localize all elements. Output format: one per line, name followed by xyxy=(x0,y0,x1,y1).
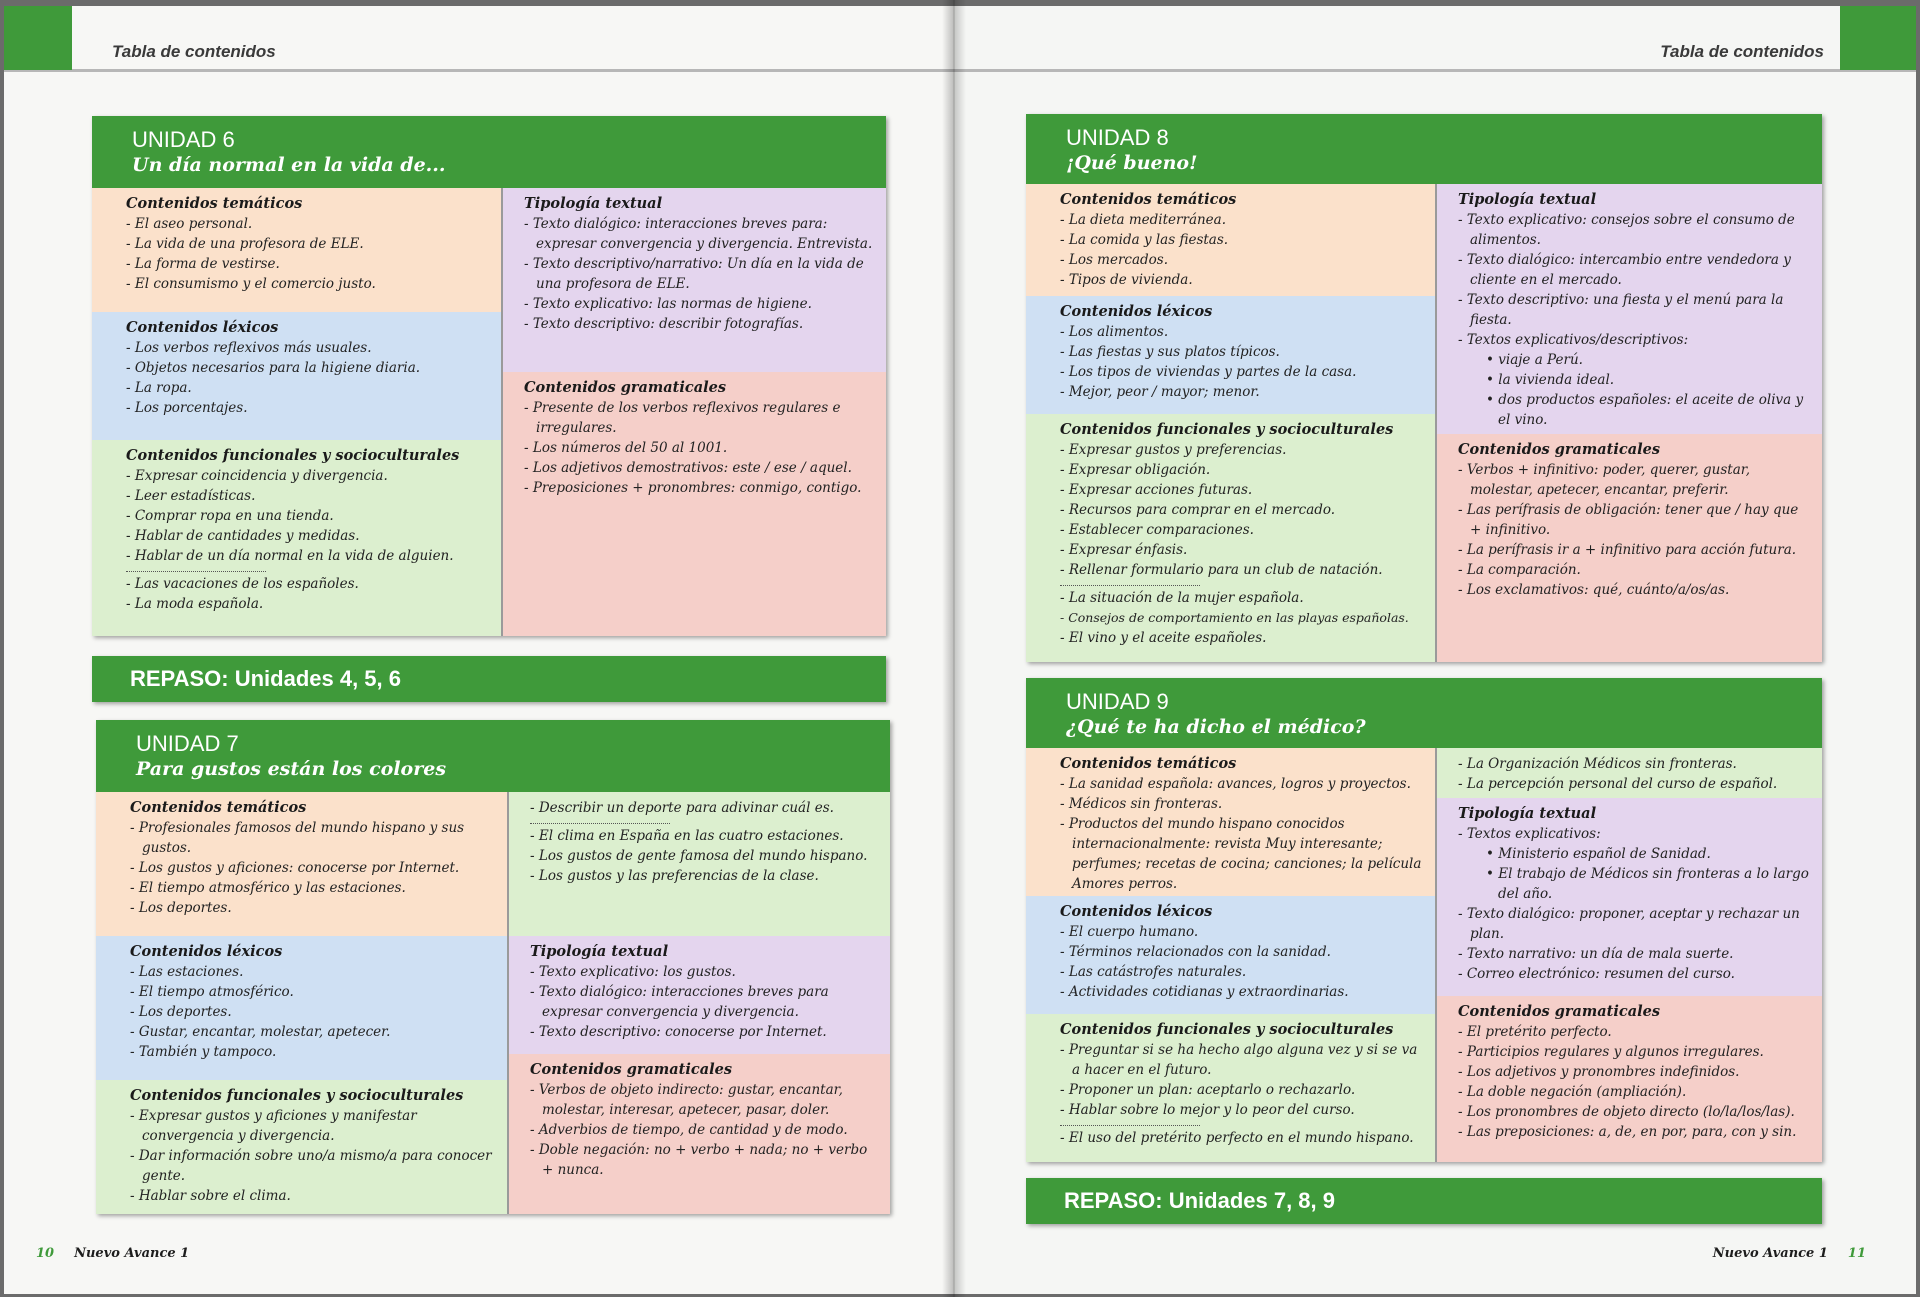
right-book-title: Nuevo Avance 1 xyxy=(1712,1246,1828,1261)
book-spine xyxy=(942,0,966,1297)
unit-8-tematicos xyxy=(1026,184,1436,296)
unit-6-tematicos xyxy=(92,188,502,312)
list-item: - Texto dialógico: proponer, aceptar y rechazar un plan. xyxy=(1458,906,1800,942)
unit-8-funcionales xyxy=(1026,414,1436,662)
list-item: - Los deportes. xyxy=(130,1004,232,1020)
list-item: - Hablar sobre lo mejor y lo peor del curso. xyxy=(1060,1102,1355,1118)
column-divider xyxy=(1435,748,1437,1162)
list-item: - Los mercados. xyxy=(1060,252,1169,268)
list-item: - Los verbos reflexivos más usuales. xyxy=(126,340,372,356)
list-item: - Los porcentajes. xyxy=(126,400,248,416)
list-item: - Texto explicativo: las normas de higiene. xyxy=(524,296,812,312)
list-item: - Los pronombres de objeto directo (lo/la/los/las). xyxy=(1458,1104,1795,1120)
unit-9-lexicos-heading: Contenidos léxicos xyxy=(1060,903,1213,920)
list-item: - Los alimentos. xyxy=(1060,324,1169,340)
list-item: - Correo electrónico: resumen del curso. xyxy=(1458,966,1735,982)
list-item: - Texto explicativo: consejos sobre el consumo de alimentos. xyxy=(1458,212,1795,248)
list-item: - Gustar, encantar, molestar, apetecer. xyxy=(130,1024,391,1040)
list-item: - La perífrasis ir a + infinitivo para acción futura. xyxy=(1458,542,1797,558)
unit-6-card xyxy=(92,116,886,636)
list-item: - Expresar gustos y aficiones y manifestar convergencia y divergencia. xyxy=(130,1108,417,1144)
left-header-tab xyxy=(4,6,72,70)
list-item: - Expresar énfasis. xyxy=(1060,542,1188,558)
left-footer xyxy=(16,1246,189,1261)
list-item: - Los gustos de gente famosa del mundo hispano. xyxy=(530,848,868,864)
list-item: - Texto dialógico: interacciones breves para: expresar convergencia y divergencia. Entrevista. xyxy=(524,216,873,252)
list-item: - Productos del mundo hispano conocidos internacionalmente: revista Muy interesante; perfumes; recetas de cocina; canciones; la película Amores perros. xyxy=(1060,816,1422,892)
list-item: - Texto descriptivo: describir fotografías. xyxy=(524,316,804,332)
right-page-number: 11 xyxy=(1847,1246,1866,1261)
unit-9-funcionales xyxy=(1026,1014,1436,1162)
unit-8-header xyxy=(1026,114,1822,184)
list-item: - Describir un deporte para adivinar cuál es. xyxy=(530,800,834,816)
list-item: • El trabajo de Médicos sin fronteras a lo largo del año. xyxy=(1486,866,1809,902)
unit-7-funcionales-heading: Contenidos funcionales y socioculturales xyxy=(130,1087,464,1104)
left-page-number: 10 xyxy=(36,1246,55,1261)
unit-8-lexicos-heading: Contenidos léxicos xyxy=(1060,303,1213,320)
list-item: - Texto explicativo: los gustos. xyxy=(530,964,736,980)
list-item: - Verbos + infinitivo: poder, querer, gustar, molestar, apetecer, encantar, preferir. xyxy=(1458,462,1751,498)
list-item: - También y tampoco. xyxy=(130,1044,277,1060)
unit-6-gramaticales xyxy=(502,372,886,636)
list-item: - Verbos de objeto indirecto: gustar, encantar, molestar, interesar, apetecer, pasar, doler. xyxy=(530,1082,843,1118)
right-header xyxy=(954,6,1916,72)
unit-6-tipologia xyxy=(502,188,886,372)
list-item: - Texto dialógico: interacciones breves para expresar convergencia y divergencia. xyxy=(530,984,829,1020)
list-item: - Las preposiciones: a, de, en por, para, con y sin. xyxy=(1458,1124,1797,1140)
unit-7-lexicos-heading: Contenidos léxicos xyxy=(130,943,283,960)
list-item: - Presente de los verbos reflexivos regulares e irregulares. xyxy=(524,400,841,436)
list-item: - Rellenar formulario para un club de natación. xyxy=(1060,562,1383,578)
list-item: - La vida de una profesora de ELE. xyxy=(126,236,364,252)
unit-7-funcionales-cont xyxy=(508,792,890,936)
list-item: - La percepción personal del curso de español. xyxy=(1458,776,1778,792)
list-item: - Textos explicativos: xyxy=(1458,826,1601,842)
list-item: - Preposiciones + pronombres: conmigo, contigo. xyxy=(524,480,862,496)
list-item: - El consumismo y el comercio justo. xyxy=(126,276,376,292)
unit-8-funcionales-heading: Contenidos funcionales y socioculturales xyxy=(1060,421,1394,438)
left-book-title: Nuevo Avance 1 xyxy=(74,1246,190,1261)
unit-7-lexicos xyxy=(96,936,508,1080)
list-item: - Las catástrofes naturales. xyxy=(1060,964,1247,980)
list-item: - Los exclamativos: qué, cuánto/a/os/as. xyxy=(1458,582,1730,598)
list-item: - La forma de vestirse. xyxy=(126,256,280,272)
list-item: - Tipos de vivienda. xyxy=(1060,272,1193,288)
column-divider xyxy=(501,188,503,636)
list-item: - El clima en España en las cuatro estaciones. xyxy=(530,828,844,844)
list-item: - Expresar acciones futuras. xyxy=(1060,482,1253,498)
unit-9-header xyxy=(1026,678,1822,748)
list-item: - Dar información sobre uno/a mismo/a para conocer gente. xyxy=(130,1148,492,1184)
list-item: - Expresar gustos y preferencias. xyxy=(1060,442,1287,458)
unit-8-lexicos xyxy=(1026,296,1436,414)
list-item: - Texto descriptivo: una fiesta y el menú para la fiesta. xyxy=(1458,292,1784,328)
unit-9-gramaticales-heading: Contenidos gramaticales xyxy=(1458,1003,1660,1020)
list-item: - Proponer un plan: aceptarlo o rechazarlo. xyxy=(1060,1082,1356,1098)
list-item: - Mejor, peor / mayor; menor. xyxy=(1060,384,1260,400)
unit-6-lexicos xyxy=(92,312,502,440)
dotted-separator xyxy=(126,566,266,572)
right-page xyxy=(954,6,1916,1294)
unit-6-title: Un día normal en la vida de... xyxy=(132,154,446,176)
unit-9-funcionales-cont xyxy=(1436,748,1822,798)
unit-6-tipologia-heading: Tipología textual xyxy=(524,195,663,212)
list-item: - La situación de la mujer española. xyxy=(1060,590,1304,606)
list-item: • Ministerio español de Sanidad. xyxy=(1486,846,1711,862)
list-item: - El pretérito perfecto. xyxy=(1458,1024,1612,1040)
unit-6-gramaticales-heading: Contenidos gramaticales xyxy=(524,379,726,396)
unit-8-card xyxy=(1026,114,1822,662)
unit-7-gramaticales xyxy=(508,1054,890,1214)
list-item: - Los deportes. xyxy=(130,900,232,916)
list-item: - Actividades cotidianas y extraordinarias. xyxy=(1060,984,1349,1000)
list-item: - Los adjetivos demostrativos: este / ese / aquel. xyxy=(524,460,852,476)
list-item: - La Organización Médicos sin fronteras. xyxy=(1458,756,1737,772)
list-item: - Hablar de cantidades y medidas. xyxy=(126,528,360,544)
list-item: - Texto descriptivo: conocerse por Internet. xyxy=(530,1024,827,1040)
unit-9-gramaticales xyxy=(1436,996,1822,1162)
unit-6-funcionales xyxy=(92,440,502,636)
repaso-4-5-6-banner: REPASO: Unidades 4, 5, 6 xyxy=(92,656,886,702)
list-item: - Los adjetivos y pronombres indefinidos. xyxy=(1458,1064,1740,1080)
list-item: - Adverbios de tiempo, de cantidad y de modo. xyxy=(530,1122,848,1138)
list-item: - Doble negación: no + verbo + nada; no + verbo + nunca. xyxy=(530,1142,868,1178)
list-item: - Los gustos y aficiones: conocerse por Internet. xyxy=(130,860,460,876)
list-item: - El uso del pretérito perfecto en el mundo hispano. xyxy=(1060,1130,1414,1146)
list-item: - Participios regulares y algunos irregulares. xyxy=(1458,1044,1764,1060)
list-item: - La moda española. xyxy=(126,596,264,612)
list-item: - Términos relacionados con la sanidad. xyxy=(1060,944,1331,960)
list-item: • viaje a Perú. xyxy=(1486,352,1583,368)
list-item: - Texto dialógico: intercambio entre vendedora y cliente en el mercado. xyxy=(1458,252,1791,288)
repaso-7-8-9-banner: REPASO: Unidades 7, 8, 9 xyxy=(1026,1178,1822,1224)
unit-7-gramaticales-heading: Contenidos gramaticales xyxy=(530,1061,732,1078)
list-item: - Hablar de un día normal en la vida de alguien. xyxy=(126,548,454,564)
list-item: - Recursos para comprar en el mercado. xyxy=(1060,502,1336,518)
list-item: - Establecer comparaciones. xyxy=(1060,522,1254,538)
unit-8-title: ¡Qué bueno! xyxy=(1066,152,1198,174)
dotted-separator xyxy=(1060,580,1200,586)
unit-9-card xyxy=(1026,678,1822,1162)
unit-6-number: UNIDAD 6 xyxy=(132,127,235,152)
list-item: - Las vacaciones de los españoles. xyxy=(126,576,359,592)
unit-8-tipologia xyxy=(1436,184,1822,434)
unit-9-number: UNIDAD 9 xyxy=(1066,689,1169,714)
list-item: - Las estaciones. xyxy=(130,964,244,980)
list-item: - El tiempo atmosférico. xyxy=(130,984,294,1000)
unit-7-number: UNIDAD 7 xyxy=(136,731,239,756)
list-item: - Comprar ropa en una tienda. xyxy=(126,508,334,524)
list-item: - El vino y el aceite españoles. xyxy=(1060,630,1267,646)
unit-9-title: ¿Qué te ha dicho el médico? xyxy=(1066,716,1366,738)
unit-9-tematicos-heading: Contenidos temáticos xyxy=(1060,755,1237,772)
unit-8-gramaticales xyxy=(1436,434,1822,662)
dotted-separator xyxy=(1060,1120,1200,1126)
list-item: - La ropa. xyxy=(126,380,192,396)
list-item: - Expresar obligación. xyxy=(1060,462,1211,478)
list-item: - Los números del 50 al 1001. xyxy=(524,440,728,456)
unit-9-lexicos xyxy=(1026,896,1436,1014)
list-item: - La dieta mediterránea. xyxy=(1060,212,1227,228)
unit-8-gramaticales-heading: Contenidos gramaticales xyxy=(1458,441,1660,458)
list-item: - La comida y las fiestas. xyxy=(1060,232,1229,248)
list-item: - El aseo personal. xyxy=(126,216,253,232)
list-item: - Los gustos y las preferencias de la clase. xyxy=(530,868,819,884)
column-divider xyxy=(507,792,509,1214)
list-item: - Profesionales famosos del mundo hispano y sus gustos. xyxy=(130,820,465,856)
list-item: - Expresar coincidencia y divergencia. xyxy=(126,468,388,484)
list-item: - Las perífrasis de obligación: tener que / hay que + infinitivo. xyxy=(1458,502,1799,538)
column-divider xyxy=(1435,184,1437,662)
unit-7-tipologia xyxy=(508,936,890,1054)
list-item: - La sanidad española: avances, logros y proyectos. xyxy=(1060,776,1411,792)
list-item: - Leer estadísticas. xyxy=(126,488,256,504)
unit-7-tematicos-heading: Contenidos temáticos xyxy=(130,799,307,816)
list-item: - Las fiestas y sus platos típicos. xyxy=(1060,344,1280,360)
unit-9-tipologia-heading: Tipología textual xyxy=(1458,805,1597,822)
unit-7-header xyxy=(96,720,890,792)
unit-7-funcionales xyxy=(96,1080,508,1214)
unit-7-tematicos xyxy=(96,792,508,936)
unit-7-tipologia-heading: Tipología textual xyxy=(530,943,669,960)
right-header-title: Tabla de contenidos xyxy=(1660,42,1824,61)
list-item: - Texto narrativo: un día de mala suerte. xyxy=(1458,946,1734,962)
list-item: - La doble negación (ampliación). xyxy=(1458,1084,1687,1100)
list-item: - Médicos sin fronteras. xyxy=(1060,796,1223,812)
right-header-tab xyxy=(1840,6,1916,70)
list-item: - Hablar sobre el clima. xyxy=(130,1188,291,1204)
list-item: - Objetos necesarios para la higiene diaria. xyxy=(126,360,421,376)
list-item: - El cuerpo humano. xyxy=(1060,924,1199,940)
left-header-title: Tabla de contenidos xyxy=(112,42,276,61)
unit-8-number: UNIDAD 8 xyxy=(1066,125,1169,150)
unit-6-lexicos-heading: Contenidos léxicos xyxy=(126,319,279,336)
list-item: - Preguntar si se ha hecho algo alguna vez y si se va a hacer en el futuro. xyxy=(1060,1042,1418,1078)
unit-9-tipologia xyxy=(1436,798,1822,996)
unit-9-tematicos xyxy=(1026,748,1436,896)
list-item: - Texto descriptivo/narrativo: Un día en la vida de una profesora de ELE. xyxy=(524,256,864,292)
unit-7-card xyxy=(96,720,890,1214)
unit-6-tematicos-heading: Contenidos temáticos xyxy=(126,195,303,212)
unit-6-funcionales-heading: Contenidos funcionales y socioculturales xyxy=(126,447,460,464)
list-item: - Consejos de comportamiento en las playas españolas. xyxy=(1060,610,1409,625)
dotted-separator xyxy=(530,818,670,824)
list-item: - La comparación. xyxy=(1458,562,1581,578)
list-item: • la vivienda ideal. xyxy=(1486,372,1615,388)
list-item: - Los tipos de viviendas y partes de la casa. xyxy=(1060,364,1357,380)
list-item: - El tiempo atmosférico y las estaciones. xyxy=(130,880,406,896)
list-item: • dos productos españoles: el aceite de oliva y el vino. xyxy=(1486,392,1804,428)
unit-8-tematicos-heading: Contenidos temáticos xyxy=(1060,191,1237,208)
unit-6-header xyxy=(92,116,886,188)
left-header xyxy=(4,6,954,72)
unit-8-tipologia-heading: Tipología textual xyxy=(1458,191,1597,208)
list-item: - Textos explicativos/descriptivos: xyxy=(1458,332,1689,348)
right-footer xyxy=(1713,1246,1886,1261)
unit-9-funcionales-heading: Contenidos funcionales y socioculturales xyxy=(1060,1021,1394,1038)
unit-7-title: Para gustos están los colores xyxy=(136,758,447,780)
left-page xyxy=(4,6,954,1294)
